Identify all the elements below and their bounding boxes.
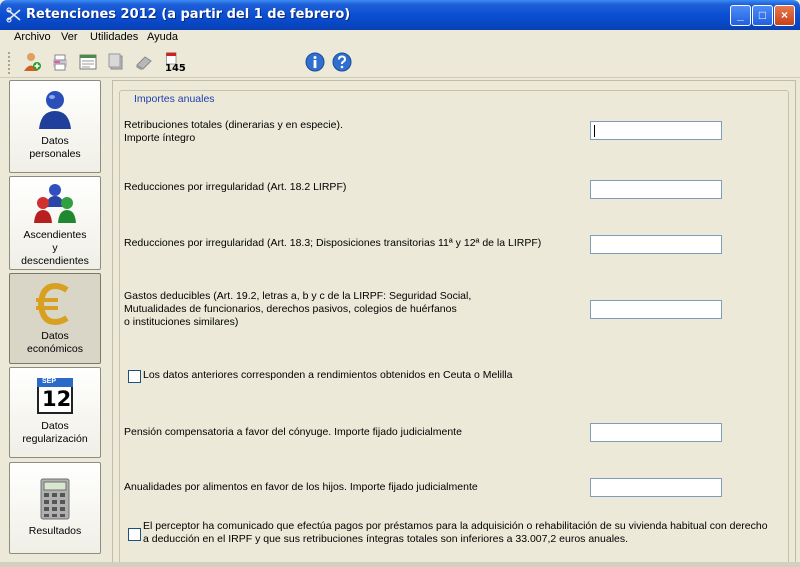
nav-datos-economicos[interactable]: [9, 273, 101, 364]
family-icon: [33, 181, 77, 225]
close-button[interactable]: ×: [774, 5, 795, 26]
ceuta-melilla-label: Los datos anteriores corresponden a rendimientos obtenidos en Ceuta o Melilla: [143, 369, 513, 381]
info-icon[interactable]: [305, 52, 325, 72]
add-person-icon[interactable]: [22, 52, 42, 72]
menu-ayuda[interactable]: Ayuda: [147, 31, 178, 43]
gastos-deducibles-input[interactable]: [590, 300, 722, 319]
toolbar: [0, 46, 800, 78]
window-title: Retenciones 2012 (a partir del 1 de febrero): [26, 7, 351, 22]
left-navigation: [0, 78, 108, 567]
toolbar-grip[interactable]: [8, 52, 11, 74]
maximize-button[interactable]: □: [752, 5, 773, 26]
calendar-month: SEP: [42, 378, 57, 385]
nav-label: Resultados: [28, 525, 82, 537]
pension-compensatoria-label: Pensión compensatoria a favor del cónyuge. Importe fijado judicialmente: [124, 426, 462, 438]
menu-ver[interactable]: Ver: [61, 31, 78, 43]
calculator-icon: [33, 477, 77, 521]
pdf-145-label: 145: [165, 63, 186, 74]
status-bar: [0, 562, 800, 567]
calendar-icon: [35, 374, 75, 416]
nav-label: Ascendientes y descendientes: [21, 229, 89, 267]
anualidades-alimentos-input[interactable]: [590, 478, 722, 497]
group-title: Importes anuales: [134, 93, 215, 105]
copy-icon[interactable]: [106, 52, 126, 72]
pdf-145-icon[interactable]: [162, 52, 186, 72]
title-bar[interactable]: [0, 0, 800, 30]
nav-resultados[interactable]: [9, 462, 101, 554]
nav-datos-personales[interactable]: [9, 80, 101, 173]
menu-archivo[interactable]: Archivo: [14, 31, 51, 43]
nav-label: Datos personales: [29, 135, 81, 160]
anualidades-alimentos-label: Anualidades por alimentos en favor de los hijos. Importe fijado judicialmente: [124, 481, 478, 493]
retribuciones-input[interactable]: [590, 121, 722, 140]
nav-label: Datos económicos: [26, 330, 84, 355]
euro-icon: [33, 282, 77, 326]
prestamo-vivienda-checkbox-row[interactable]: [128, 520, 788, 548]
calendar-day: 12: [42, 387, 72, 411]
prestamo-vivienda-label: El perceptor ha comunicado que efectúa pagos por préstamos para la adquisición o rehabilitación de su vivienda habitual con derecho a deducción en el IRPF y que sus retribuciones íntegras totales son inferiores a 33.007,2 euros anuales.: [143, 520, 768, 545]
reducciones-18-3-label: Reducciones por irregularidad (Art. 18.3; Disposiciones transitorias 11ª y 12ª de la LIRPF): [124, 237, 542, 249]
reducciones-18-2-label: Reducciones por irregularidad (Art. 18.2 LIRPF): [124, 181, 347, 193]
eraser-icon[interactable]: [134, 52, 154, 72]
ceuta-melilla-checkbox[interactable]: [128, 370, 141, 383]
nav-datos-regularizacion[interactable]: [9, 367, 101, 458]
printer-icon[interactable]: [50, 52, 70, 72]
nav-ascendientes-descendientes[interactable]: [9, 176, 101, 270]
gastos-deducibles-label: Gastos deducibles (Art. 19.2, letras a, b y c de la LIRPF: Seguridad Social, Mutualidades de funcionarios, derechos pasivos, colegios de huérfanos o instituciones similares): [124, 290, 472, 328]
menu-bar: [0, 30, 800, 46]
menu-utilidades[interactable]: Utilidades: [90, 31, 139, 43]
prestamo-vivienda-checkbox[interactable]: [128, 528, 141, 541]
nav-label: Datos regularización: [22, 420, 88, 445]
reducciones-18-2-input[interactable]: [590, 180, 722, 199]
pension-compensatoria-input[interactable]: [590, 423, 722, 442]
ceuta-melilla-checkbox-row[interactable]: [128, 369, 728, 383]
reducciones-18-3-input[interactable]: [590, 235, 722, 254]
person-icon: [33, 87, 77, 131]
form-icon[interactable]: [78, 52, 98, 72]
retribuciones-label: Retribuciones totales (dinerarias y en especie). Importe íntegro: [124, 119, 343, 144]
minimize-button[interactable]: _: [730, 5, 751, 26]
help-icon[interactable]: [332, 52, 352, 72]
app-scissors-icon: [6, 7, 22, 23]
